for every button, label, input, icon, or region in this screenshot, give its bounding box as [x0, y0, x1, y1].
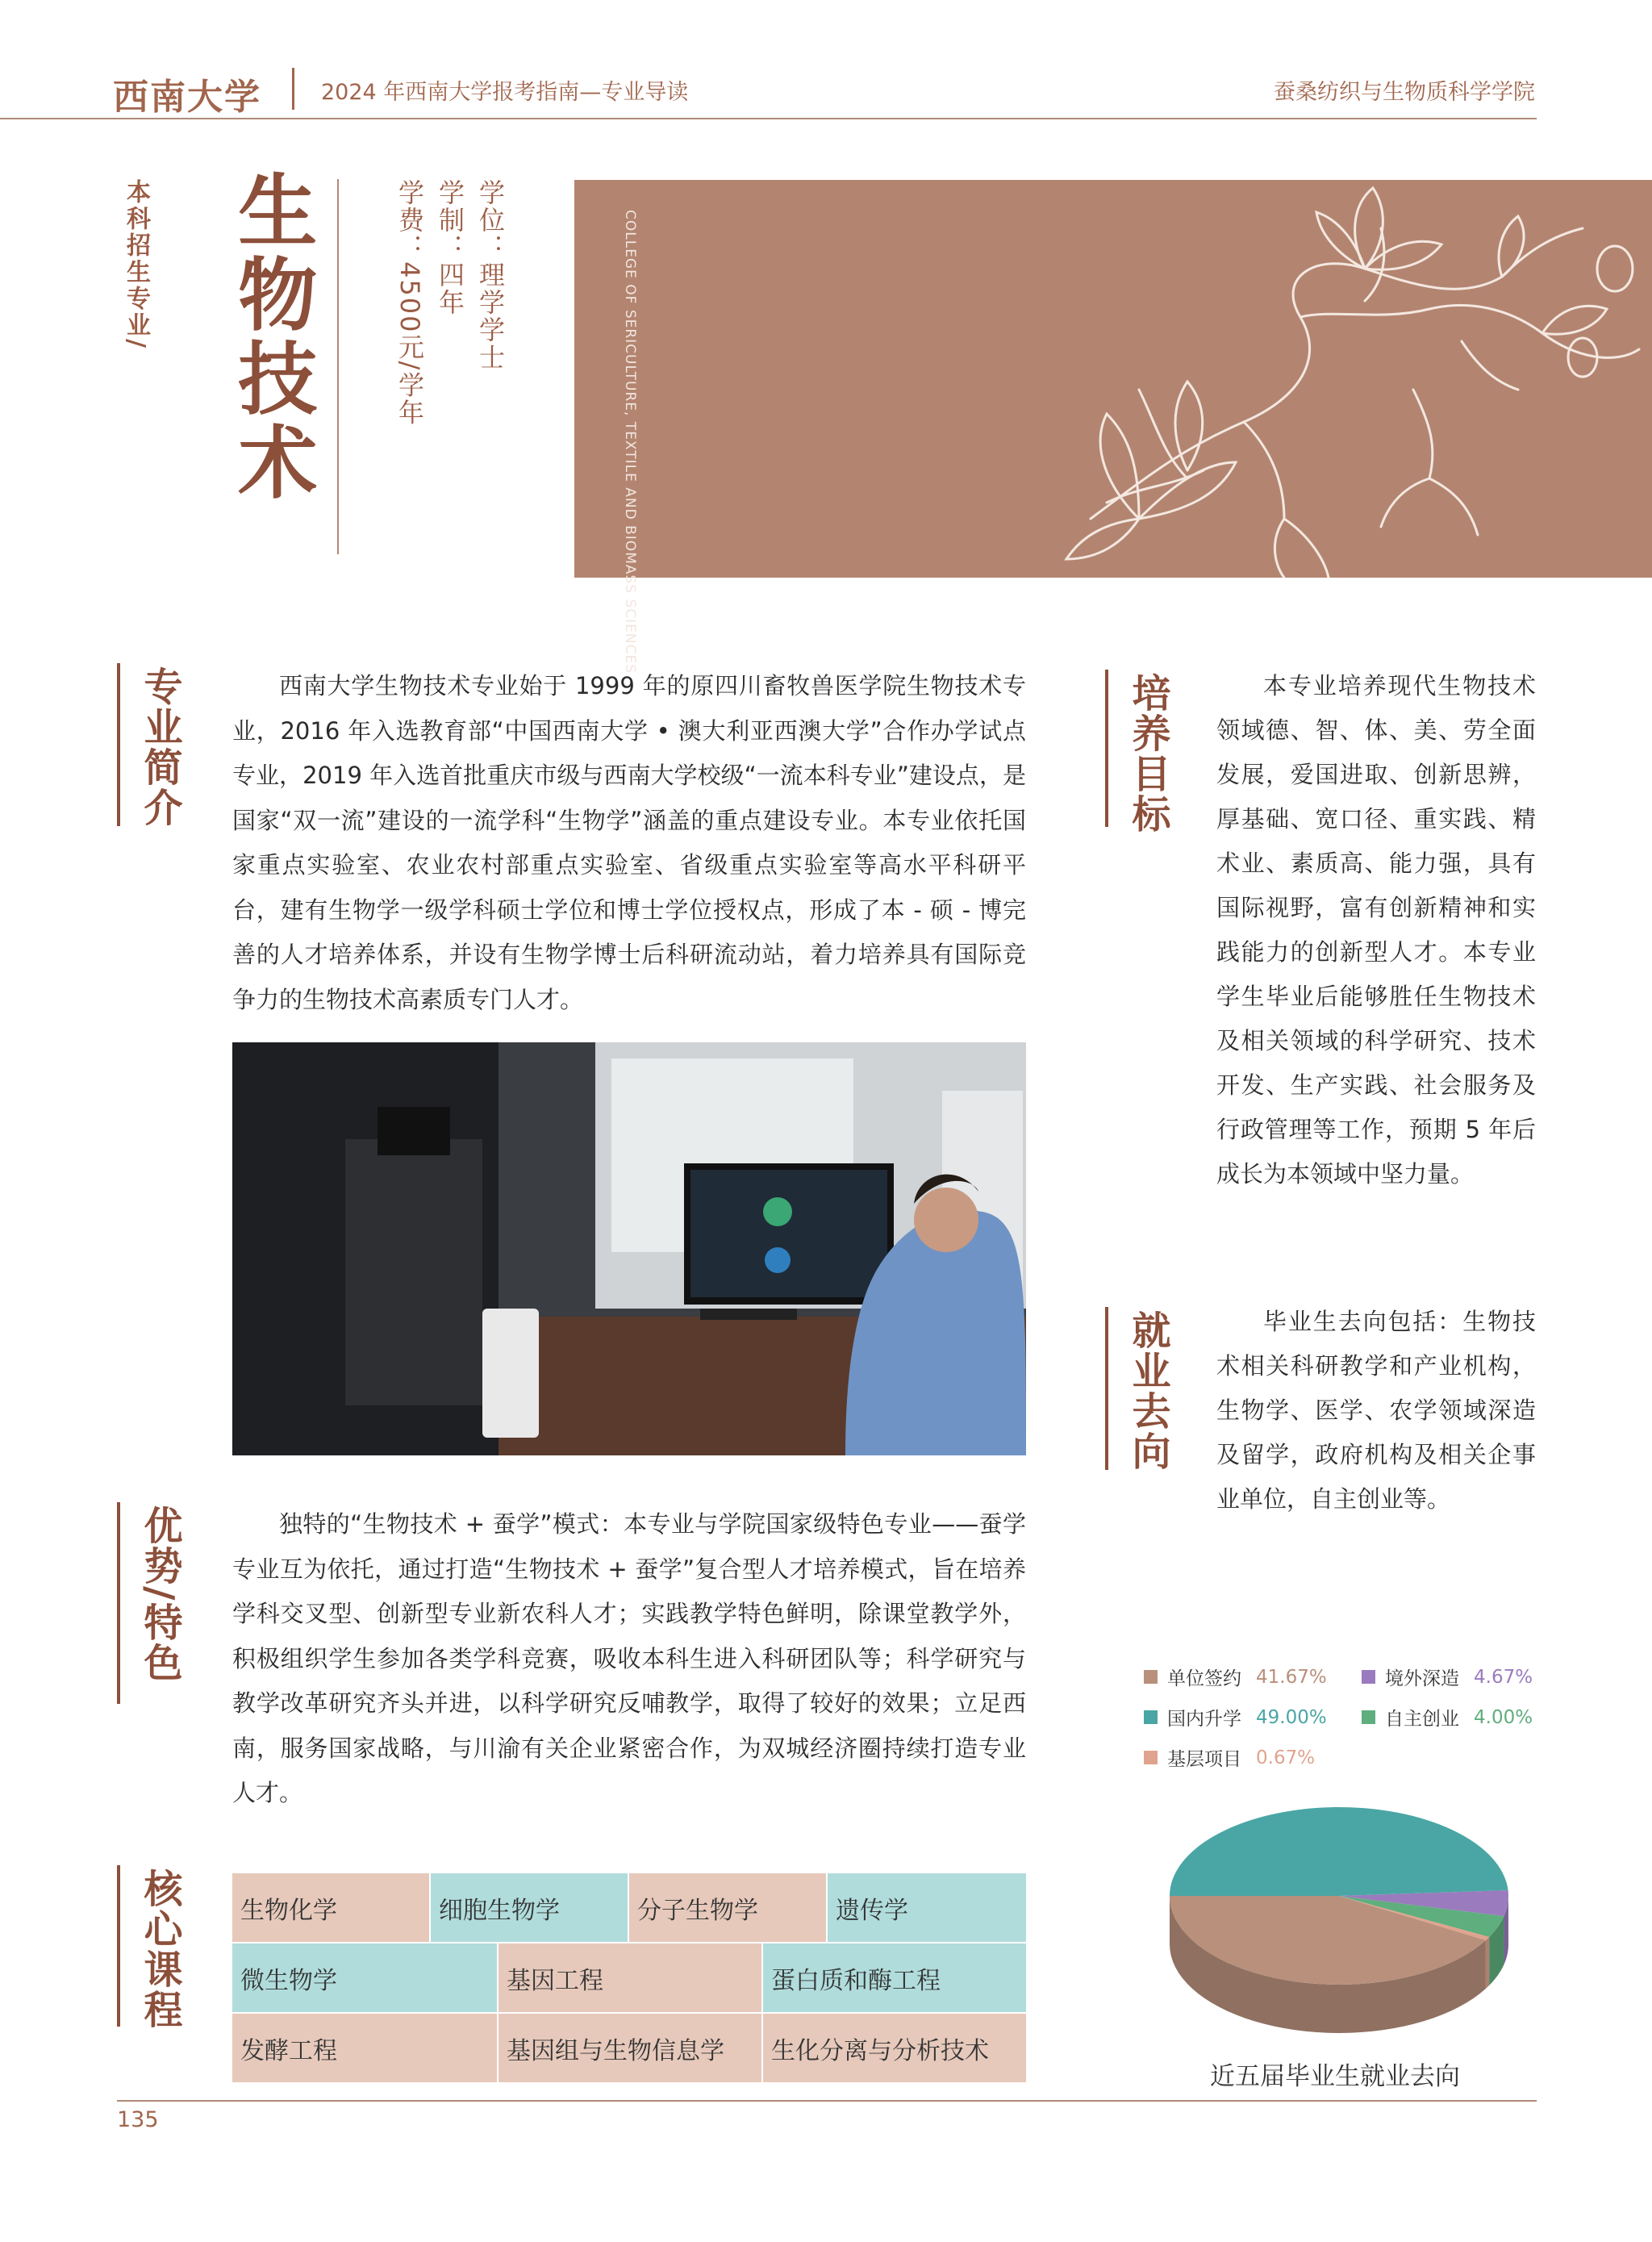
goal-paragraph: 本专业培养现代生物技术领域德、智、体、美、劳全面发展，爱国进取、创新思辨，厚基础、宽口径、重实践、精术业、素质高、能力强，具有国际视野，富有创新精神和实践能力的创新型人才。本专业学生毕业后能够胜任生物技术及相关领域的科学研究、技术开发、生产实践、社会服务及行政管理等工作，预期 5 年后成长为本领域中坚力量。: [1216, 672, 1536, 1188]
footer-rule: [117, 2100, 1537, 2102]
legend-label: 国内升学: [1167, 1709, 1241, 1730]
legend-item: [1144, 1744, 1315, 1771]
legend-swatch: [1144, 1670, 1158, 1684]
legend-item: [1362, 1664, 1533, 1690]
career-paragraph: 毕业生去向包括：生物技术相关科研教学和产业机构，生物学、医学、农学领域深造及留学，政府机构及相关企事业单位，自主创业等。: [1216, 1308, 1536, 1513]
course-row: [232, 1873, 1026, 1942]
goal-section-bar: [1105, 670, 1108, 827]
degree-info: 学位：理学学士: [475, 179, 506, 371]
lab-photo: [232, 1042, 1026, 1455]
advantage-section-title: 优势/特色: [137, 1505, 182, 1683]
legend-swatch: [1362, 1710, 1375, 1724]
legend-value: 49.00%: [1256, 1706, 1327, 1728]
pie-slice-2: [1170, 1807, 1508, 1896]
legend-value: 0.67%: [1256, 1747, 1316, 1768]
lab-photo-illustration: [232, 1042, 1026, 1455]
legend-value: 4.00%: [1474, 1706, 1533, 1728]
advantage-paragraph: 独特的“生物技术 + 蚕学”模式：本专业与学院国家级特色专业——蚕学专业互为依托，通过打造“生物技术 + 蚕学”复合型人才培养模式，旨在培养学科交叉型、创新型专业新农科人才；实践教学特色鲜明，除课堂教学外，积极组织学生参加各类学科竞赛，吸收本科生进入科研团队等；科学研究与教学改革研究齐头并进，以科学研究反哺教学，取得了较好的效果；立足西南，服务国家战略，与川渝有关企业紧密合作，为双城经济圈持续打造专业人才。: [232, 1510, 1026, 1806]
legend-swatch: [1144, 1710, 1158, 1724]
page-number: 135: [117, 2107, 159, 2132]
magnolia-illustration: [574, 180, 1652, 578]
intro-paragraph: 西南大学生物技术专业始于 1999 年的原四川畜牧兽医学院生物技术专业，2016 年入选教育部“中国西南大学 • 澳大利亚西澳大学”合作办学试点专业，2019 年入选首批重庆市级与西南大学校级“一流本科专业”建设点，是国家“双一流”建设的一流学科“生物学”涵盖的重点建设专业。本专业依托国家重点实验室、农业农村部重点实验室、省级重点实验室等高水平科研平台，建有生物学一级学科硕士学位和博士学位授权点，形成了本 - 硕 - 博完善的人才培养体系，并设有生物学博士后科研流动站，着力培养具有国际竞争力的生物技术高素质专门人才。: [232, 672, 1026, 1013]
legend-swatch: [1362, 1670, 1375, 1684]
goal-section-title: 培养目标: [1125, 673, 1170, 834]
legend-value: 41.67%: [1256, 1666, 1327, 1688]
banner-image: [574, 180, 1652, 578]
course-cell: 分子生物学: [629, 1873, 828, 1942]
career-section-bar: [1105, 1307, 1108, 1470]
legend-value: 4.67%: [1474, 1666, 1533, 1688]
course-cell: 基因工程: [499, 1943, 763, 2012]
course-cell: 遗传学: [828, 1873, 1026, 1942]
intro-section-title: 专业简介: [137, 666, 182, 828]
legend-label: 自主创业: [1385, 1709, 1459, 1730]
major-title: 生物技术: [224, 169, 318, 505]
course-cell: 细胞生物学: [431, 1873, 629, 1942]
courses-section-bar: [117, 1865, 120, 2027]
header-divider: [292, 68, 294, 110]
category-label: 本科招生专业/: [122, 179, 150, 350]
course-cell: 蛋白质和酶工程: [763, 1943, 1026, 2012]
pie-slice-side-4: [1486, 1937, 1489, 1989]
legend-item: [1362, 1704, 1533, 1731]
employment-pie-chart: [1153, 1791, 1525, 2049]
course-grid: [232, 1873, 1026, 2084]
header-rule: [0, 118, 1537, 119]
courses-section-title: 核心课程: [137, 1868, 182, 2030]
legend-item: [1144, 1704, 1327, 1731]
legend-label: 基层项目: [1167, 1749, 1241, 1770]
title-divider: [337, 179, 339, 554]
career-section-title: 就业去向: [1125, 1310, 1170, 1472]
advantage-section-bar: [117, 1502, 120, 1704]
college-english-name: COLLEGE OF SERICULTURE, TEXTILE AND BIOMASS SCIENCES: [622, 210, 638, 674]
tuition-info: 学费：4500元/学年: [394, 179, 425, 427]
legend-item: [1144, 1664, 1327, 1690]
course-cell: 生物化学: [232, 1873, 431, 1942]
course-cell: 发酵工程: [232, 2014, 499, 2082]
course-row: [232, 2014, 1026, 2082]
course-cell: 基因组与生物信息学: [499, 2014, 763, 2082]
college-name: 蚕桑纺织与生物质科学学院: [1274, 80, 1535, 105]
legend-label: 境外深造: [1385, 1668, 1459, 1689]
legend-swatch: [1144, 1751, 1158, 1764]
duration-info: 学制：四年: [435, 179, 465, 316]
university-logo: 西南大学: [113, 77, 261, 118]
course-row: [232, 1943, 1026, 2012]
legend-label: 单位签约: [1167, 1668, 1241, 1689]
course-cell: 微生物学: [232, 1943, 499, 2012]
course-cell: 生化分离与分析技术: [763, 2014, 1026, 2082]
chart-caption: 近五届毕业生就业去向: [1210, 2062, 1460, 2091]
guide-title: 2024 年西南大学报考指南—专业导读: [321, 80, 689, 105]
intro-section-bar: [117, 663, 120, 826]
